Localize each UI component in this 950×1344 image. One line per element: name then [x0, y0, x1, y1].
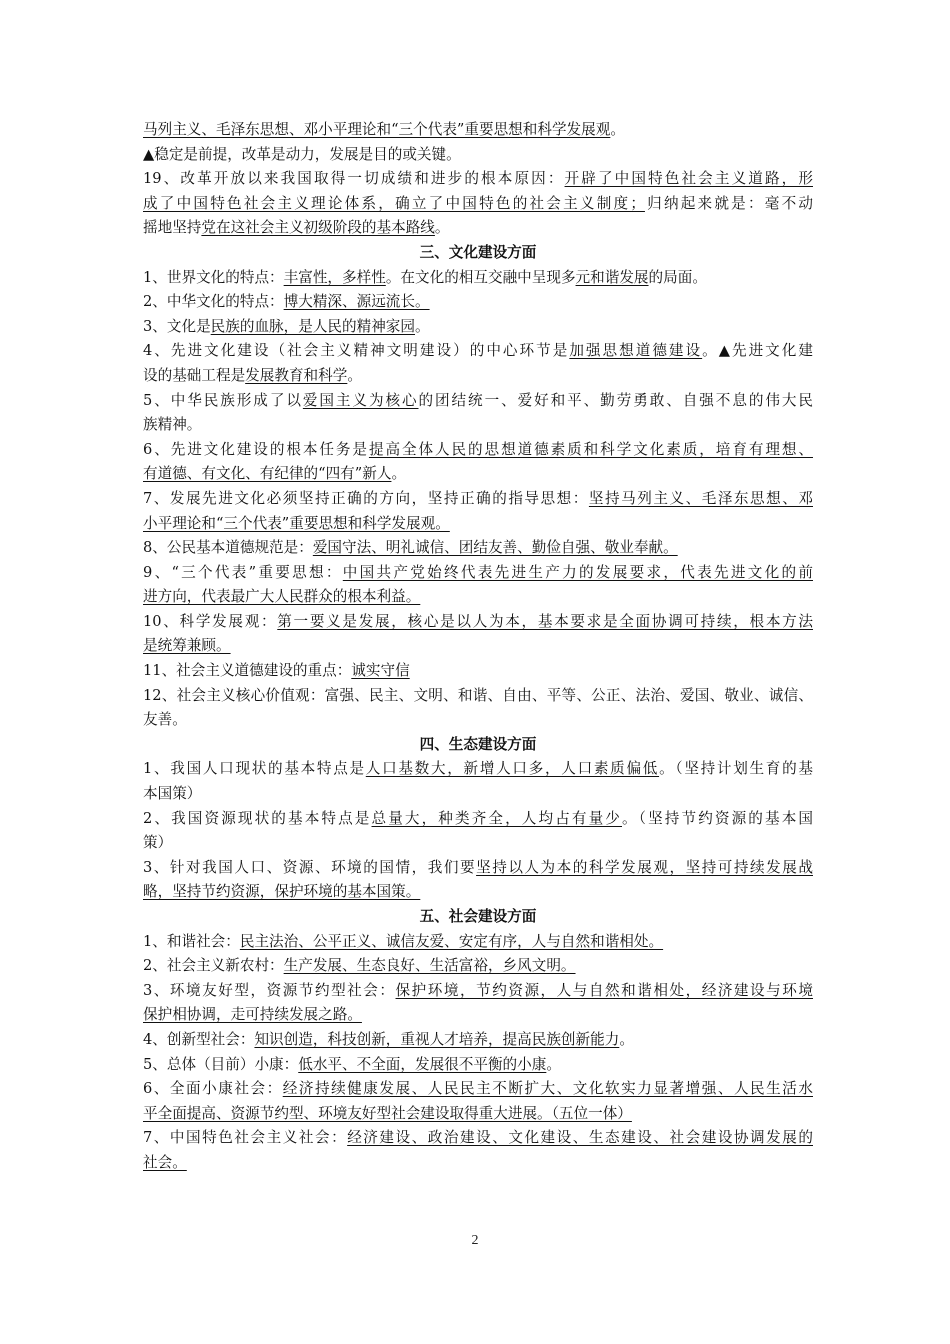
- text-line: [143, 192, 813, 217]
- underlined-text: 马列主义、毛泽东思想、邓小平理论和“三个代表”重要思想和科学发展观: [143, 121, 611, 138]
- text-segment: 6、先进文化建设的根本任务是: [143, 440, 369, 458]
- text-line: [143, 315, 813, 340]
- underlined-text: 丰富性，多样性: [283, 268, 386, 286]
- text-line: [143, 561, 813, 586]
- underlined-text: 坚持以人为本的科学发展观，坚持可持续发展战: [476, 858, 813, 876]
- text-segment: 8、公民基本道德规范是：: [143, 539, 313, 557]
- text-line: [143, 487, 813, 512]
- underlined-text: 保护相协调，走可持续发展之路。: [143, 1006, 362, 1024]
- underlined-text: 社会。: [143, 1153, 187, 1171]
- text-segment: 19、改革开放以来我国取得一切成绩和进步的根本原因：: [143, 170, 565, 188]
- underlined-text: 经济建设、政治建设、文化建设、生态建设、社会建设协调发展的: [347, 1129, 813, 1147]
- text-segment: 7、发展先进文化必须坚持正确的方向，坚持正确的指导思想：: [143, 489, 589, 507]
- underlined-text: 生产发展、生态良好、生活富裕，乡风文明。: [283, 957, 576, 975]
- text-line: [143, 1151, 813, 1176]
- underlined-text: 元和谐发展: [575, 268, 649, 286]
- text-line: [143, 1028, 813, 1053]
- underlined-text: 诚实守信: [351, 662, 410, 680]
- text-segment: 5、中华民族形成了以: [143, 391, 303, 409]
- text-line: [143, 856, 813, 881]
- text-line: [143, 782, 813, 807]
- text-segment: 。（坚持节约资源的基本国: [622, 809, 813, 827]
- text-line: [143, 659, 813, 684]
- text-line: [143, 979, 813, 1004]
- text-line: [143, 462, 813, 487]
- underlined-text: 知识创造，科技创新，重视人才培养，提高民族创新能力: [254, 1030, 620, 1048]
- text-line: [143, 954, 813, 979]
- underlined-text: 提高全体人民的思想道德素质和科学文化素质，培育有理想、: [368, 440, 813, 458]
- text-line: [143, 1102, 813, 1127]
- text-segment: 。: [434, 219, 450, 237]
- text-line: [143, 413, 813, 438]
- text-line: [143, 757, 813, 782]
- section-heading: 四、生态建设方面: [419, 735, 537, 753]
- underlined-text: 低水平、不全面，发展很不平衡的小康: [298, 1055, 547, 1073]
- underlined-text: 爱国主义为核心: [302, 391, 419, 409]
- text-segment: 友善。: [143, 711, 187, 729]
- text-segment: 1、和谐社会：: [143, 932, 240, 950]
- text-line: [143, 880, 813, 905]
- underlined-text: 民主法治、公平正义、诚信友爱、安定有序，人与自然和谐相处。: [239, 932, 664, 950]
- underlined-text: 爱国守法、明礼诚信、团结友善、勤俭自强、敬业奉献。: [312, 539, 678, 557]
- text-line: [143, 143, 813, 168]
- text-segment: 2、我国资源现状的基本特点是: [143, 809, 372, 827]
- text-line: [143, 536, 813, 561]
- underlined-text: 经济持续健康发展、人民民主不断扩大、文化软实力显著增强、人民生活水: [282, 1080, 813, 1098]
- text-segment: 6、全面小康社会：: [143, 1080, 283, 1098]
- text-segment: 。: [619, 1030, 634, 1048]
- text-line: [143, 266, 813, 291]
- text-segment: 。: [391, 465, 407, 483]
- text-line: [143, 708, 813, 733]
- underlined-text: 中国共产党始终代表先进生产力的发展要求，代表先进文化的前: [342, 563, 813, 581]
- text-segment: 归纳起来就是：毫不动: [644, 194, 813, 212]
- text-segment: 的局面。: [648, 268, 707, 286]
- underlined-text: 人口基数大，新增人口多，人口素质偏低: [365, 760, 660, 778]
- text-segment: 4、先进文化建设（社会主义精神文明建设）的中心环节是: [143, 342, 570, 360]
- text-segment: 7、中国特色社会主义社会：: [143, 1129, 348, 1147]
- text-segment: 。: [347, 366, 362, 384]
- text-line: [143, 216, 813, 241]
- underlined-text: 进方向，代表最广大人民群众的根本利益。: [143, 588, 421, 606]
- text-line: [143, 364, 813, 389]
- text-segment: 2、中华文化的特点：: [143, 293, 284, 311]
- text-segment: 族精神。: [143, 416, 202, 434]
- underlined-text: 第一要义是发展，核心是以人为本，基本要求是全面协调可持续，根本方法: [277, 612, 813, 630]
- text-line: [143, 1126, 813, 1151]
- underlined-text: 小平理论和“三个代表”重要思想和科学发展观。: [143, 514, 450, 532]
- text-line: [143, 634, 813, 659]
- text-line: [143, 1077, 813, 1102]
- text-line: [143, 1053, 813, 1078]
- text-line: [143, 389, 813, 414]
- underlined-text: 开辟了中国特色社会主义道路，形: [564, 170, 813, 188]
- text-segment: 设的基础工程是: [143, 366, 246, 384]
- text-segment: 。▲先进文化建: [702, 342, 813, 360]
- text-segment: 。: [415, 317, 430, 335]
- page-number: 2: [471, 1233, 479, 1248]
- text-line: [143, 438, 813, 463]
- text-line: [143, 930, 813, 955]
- underlined-text: 保护环境，节约资源，人与自然和谐相处，经济建设与环境: [395, 981, 813, 999]
- text-segment: 。（坚持计划生育的基: [659, 760, 813, 778]
- text-line: [143, 290, 813, 315]
- text-segment: 1、我国人口现状的基本特点是: [143, 760, 366, 778]
- text-segment: ▲稳定是前提，改革是动力，发展是目的或关键。: [143, 145, 461, 163]
- document-body: [143, 118, 813, 1176]
- text-segment: 4、创新型社会：: [143, 1030, 255, 1048]
- text-line: [143, 512, 813, 537]
- text-line: [143, 831, 813, 856]
- underlined-text: 博大精深、源远流长。: [283, 293, 430, 311]
- text-segment: 。: [546, 1055, 561, 1073]
- text-segment: 策）: [143, 834, 173, 852]
- text-segment: 10、科学发展观：: [143, 612, 278, 630]
- text-segment: 9、“三个代表”重要思想：: [143, 563, 343, 581]
- underlined-text: 平全面提高、资源节约型、环境友好型社会建设取得重大进展。（五位一体）: [143, 1104, 632, 1122]
- underlined-text: 略，坚持节约资源，保护环境的基本国策。: [143, 883, 421, 901]
- text-line: [143, 585, 813, 610]
- text-segment: 5、总体（目前）小康：: [143, 1055, 299, 1073]
- text-segment: 。在文化的相互交融中呈现多: [385, 268, 576, 286]
- underlined-text: 是统筹兼顾。: [143, 637, 231, 655]
- text-segment: 11、社会主义道德建设的重点：: [143, 662, 352, 680]
- section-heading: 三、文化建设方面: [419, 243, 537, 261]
- text-line: [143, 684, 813, 709]
- text-segment: 的团结统一、爱好和平、勤劳勇敢、自强不息的伟大民: [418, 391, 813, 409]
- text-segment: 3、文化是: [143, 317, 211, 335]
- text-segment: 本国策）: [143, 785, 202, 803]
- underlined-text: 总量大，种类齐全，人均占有量少: [371, 809, 622, 827]
- underlined-text: 有道德、有文化、有纪律的“四有”新人: [143, 465, 392, 483]
- section-heading: 五、社会建设方面: [419, 908, 537, 925]
- text-segment: 12、社会主义核心价值观：富强、民主、文明、和谐、自由、平等、公正、法治、爱国、敬业、诚信、: [143, 686, 813, 704]
- text-line: [143, 167, 813, 192]
- text-segment: 3、环境友好型，资源节约型社会：: [143, 981, 396, 999]
- text-segment: 。: [610, 121, 625, 138]
- text-segment: 1、世界文化的特点：: [143, 268, 284, 286]
- underlined-text: 成了中国特色社会主义理论体系，确立了中国特色的社会主义制度；: [143, 194, 645, 212]
- text-line: [143, 610, 813, 635]
- text-segment: 摇地坚持: [143, 219, 202, 237]
- underlined-text: 坚持马列主义、毛泽东思想、邓: [588, 489, 813, 507]
- text-line: [143, 807, 813, 832]
- underlined-text: 党在这社会主义初级阶段的基本路线: [201, 219, 435, 237]
- underlined-text: 发展教育和科学: [245, 366, 348, 384]
- text-segment: 2、社会主义新农村：: [143, 957, 284, 975]
- underlined-text: 加强思想道德建设: [569, 342, 703, 360]
- text-line: [143, 118, 813, 143]
- underlined-text: 民族的血脉，是人民的精神家园: [210, 317, 415, 335]
- text-segment: 3、针对我国人口、资源、环境的国情，我们要: [143, 858, 477, 876]
- text-line: [143, 1003, 813, 1028]
- text-line: [143, 339, 813, 364]
